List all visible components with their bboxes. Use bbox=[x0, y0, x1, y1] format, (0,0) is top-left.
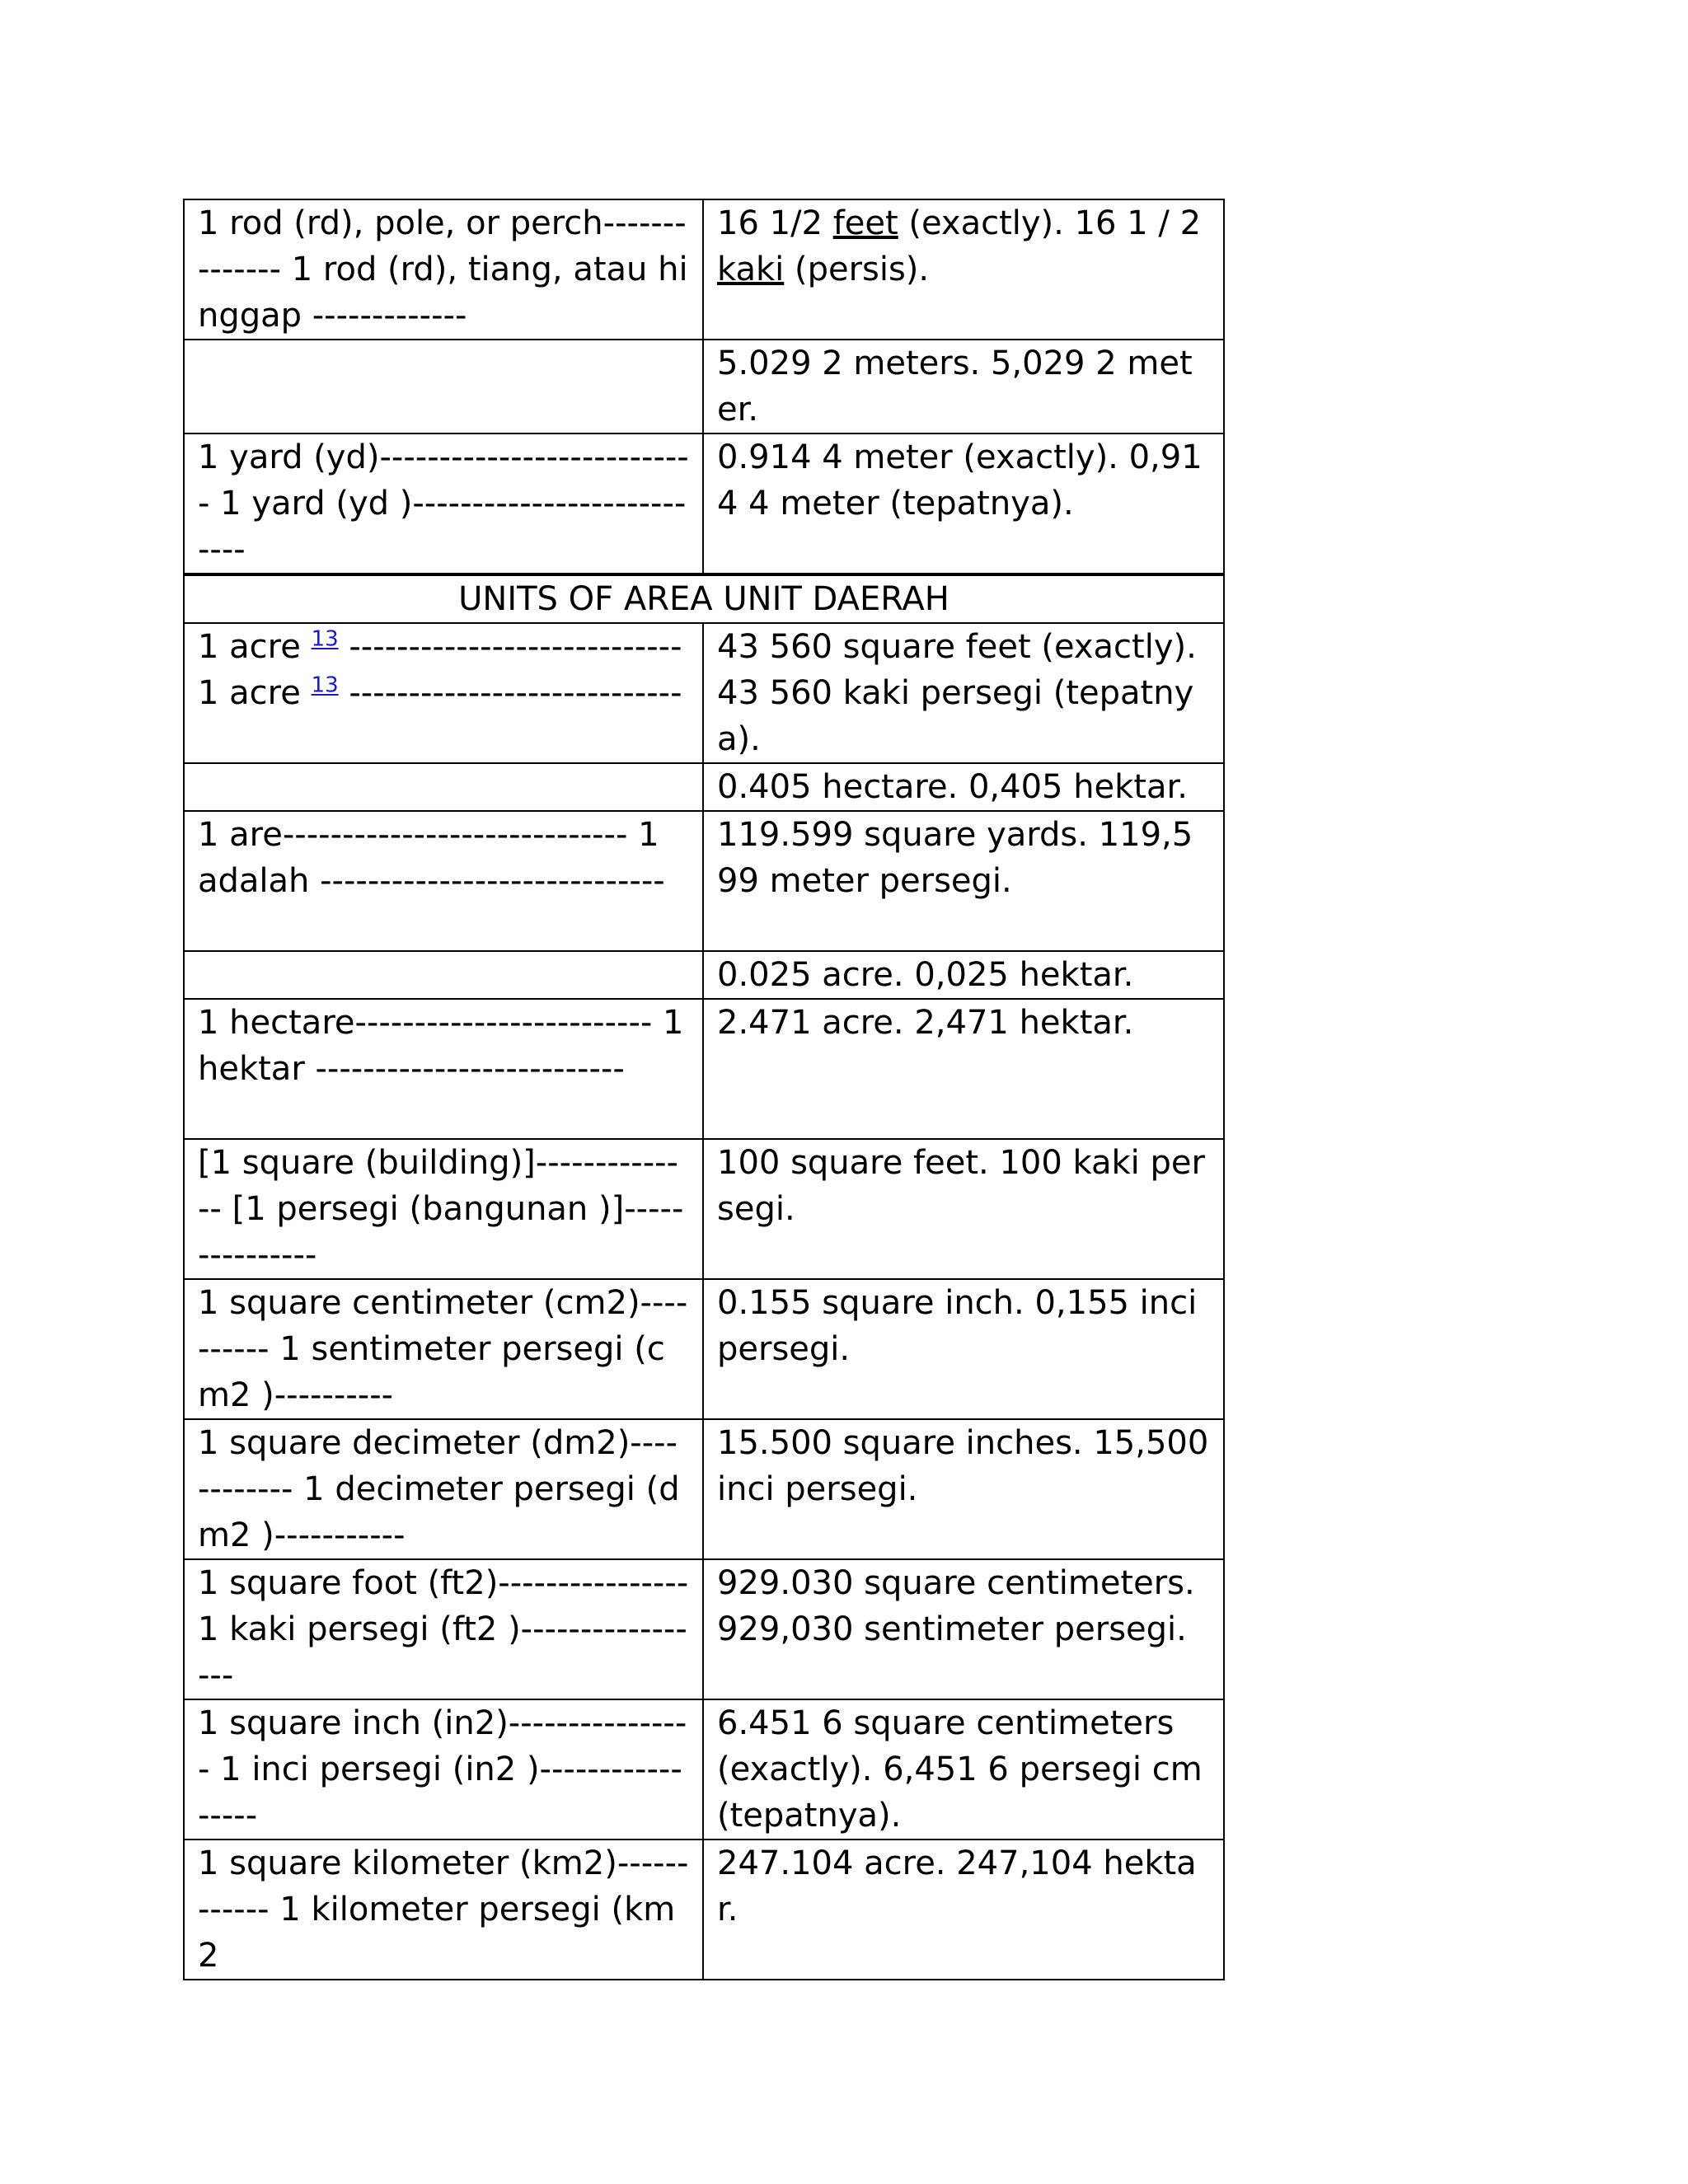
value-cell: 100 square feet. 100 kaki persegi. bbox=[703, 1139, 1224, 1279]
table-row bbox=[184, 1139, 1224, 1279]
value-text: (exactly). 16 1 / 2 bbox=[898, 204, 1202, 242]
value-cell: 247.104 acre. 247,104 hektar. bbox=[703, 1840, 1224, 1980]
table-row bbox=[184, 763, 1224, 811]
kaki-link[interactable]: kaki bbox=[717, 251, 785, 288]
table-row bbox=[184, 434, 1224, 574]
value-cell: 0.914 4 meter (exactly). 0,914 4 meter (tepatnya). bbox=[703, 434, 1224, 574]
table-row bbox=[184, 1419, 1224, 1559]
unit-cell bbox=[184, 340, 703, 434]
unit-conversion-table bbox=[183, 199, 1225, 1980]
value-text: (persis). bbox=[784, 251, 930, 288]
unit-cell: [1 square (building)]-------------- [1 persegi (bangunan )]--------------- bbox=[184, 1139, 703, 1279]
unit-text: 1 acre bbox=[198, 628, 312, 666]
value-cell: 0.155 square inch. 0,155 inci persegi. bbox=[703, 1279, 1224, 1419]
unit-cell: 1 rod (rd), pole, or perch-------------- 1 rod (rd), tiang, atau hinggap ------------- bbox=[184, 199, 703, 340]
table-row bbox=[184, 1559, 1224, 1699]
table-row bbox=[184, 951, 1224, 999]
value-cell: 929.030 square centimeters. 929,030 sentimeter persegi. bbox=[703, 1559, 1224, 1699]
section-heading: UNITS OF AREA UNIT DAERAH bbox=[184, 574, 1224, 623]
value-cell: 2.471 acre. 2,471 hektar. bbox=[703, 999, 1224, 1139]
value-cell: 0.405 hectare. 0,405 hektar. bbox=[703, 763, 1224, 811]
feet-link[interactable]: feet bbox=[832, 204, 898, 242]
unit-cell bbox=[184, 763, 703, 811]
unit-cell: 1 yard (yd)--------------------------- 1 yard (yd )--------------------------- bbox=[184, 434, 703, 574]
table-row bbox=[184, 199, 1224, 340]
value-cell: 0.025 acre. 0,025 hektar. bbox=[703, 951, 1224, 999]
table-row bbox=[184, 811, 1224, 951]
unit-text: ---------------------------- bbox=[338, 674, 682, 712]
value-cell: 15.500 square inches. 15,500 inci persegi. bbox=[703, 1419, 1224, 1559]
unit-cell bbox=[184, 623, 703, 763]
footnote-link[interactable]: 13 bbox=[311, 673, 339, 698]
unit-cell: 1 square centimeter (cm2)---------- 1 sentimeter persegi (cm2 )---------- bbox=[184, 1279, 703, 1419]
unit-cell bbox=[184, 951, 703, 999]
table-row bbox=[184, 340, 1224, 434]
value-text: 16 1/2 bbox=[717, 204, 833, 242]
unit-text: ---------------------------- 1 acre bbox=[198, 628, 682, 712]
section-heading-row bbox=[184, 574, 1224, 623]
table-row bbox=[184, 1840, 1224, 1980]
table-row bbox=[184, 623, 1224, 763]
table-row bbox=[184, 999, 1224, 1139]
table-row bbox=[184, 1279, 1224, 1419]
unit-cell: 1 square kilometer (km2)------------ 1 kilometer persegi (km2 bbox=[184, 1840, 703, 1980]
unit-cell: 1 are----------------------------- 1 adalah ----------------------------- bbox=[184, 811, 703, 951]
footnote-link[interactable]: 13 bbox=[311, 626, 339, 652]
value-cell: 119.599 square yards. 119,599 meter persegi. bbox=[703, 811, 1224, 951]
unit-cell: 1 square foot (ft2)---------------- 1 kaki persegi (ft2 )----------------- bbox=[184, 1559, 703, 1699]
value-cell: 5.029 2 meters. 5,029 2 meter. bbox=[703, 340, 1224, 434]
value-cell: 43 560 square feet (exactly). 43 560 kaki persegi (tepatnya). bbox=[703, 623, 1224, 763]
table-row bbox=[184, 1699, 1224, 1840]
unit-cell: 1 hectare------------------------- 1 hektar -------------------------- bbox=[184, 999, 703, 1139]
value-cell: 6.451 6 square centimeters (exactly). 6,451 6 persegi cm (tepatnya). bbox=[703, 1699, 1224, 1840]
unit-cell: 1 square decimeter (dm2)------------ 1 decimeter persegi (dm2 )----------- bbox=[184, 1419, 703, 1559]
value-cell bbox=[703, 199, 1224, 340]
unit-cell: 1 square inch (in2)---------------- 1 inci persegi (in2 )----------------- bbox=[184, 1699, 703, 1840]
